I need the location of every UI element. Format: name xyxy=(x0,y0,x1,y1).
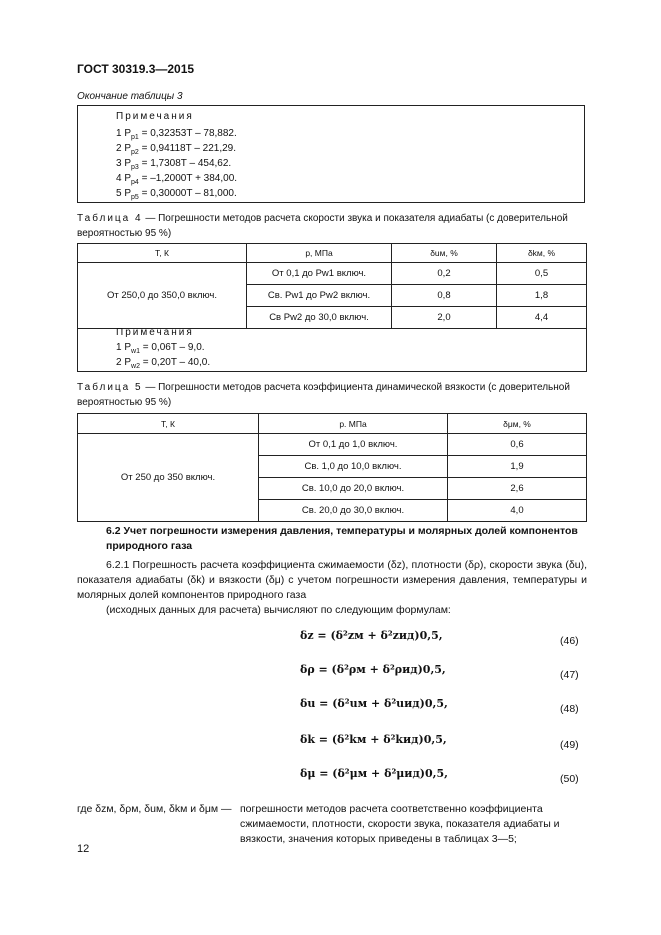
page-number: 12 xyxy=(77,843,90,855)
table-cell: 4,0 xyxy=(448,500,587,522)
table-cell: 1,8 xyxy=(497,285,587,307)
row-label: От 250,0 до 350,0 включ. xyxy=(78,263,247,329)
table4 xyxy=(77,243,587,329)
table-header: δμм, % xyxy=(448,414,587,434)
table-cell: 4,4 xyxy=(497,307,587,329)
formula-48: δu = (δ²uм + δ²uид)0,5, xyxy=(300,697,448,710)
table-header: δuм, % xyxy=(392,244,497,263)
table-header: Т, К xyxy=(78,244,247,263)
table-cell: Св. 1,0 до 10,0 включ. xyxy=(259,456,448,478)
table-cell: От 0,1 до 1,0 включ. xyxy=(259,434,448,456)
table4-caption: Таблица 4 — Погрешности методов расчета скорости звука и показателя адиабаты (с доверительной вероятностью 95 %) xyxy=(77,213,568,239)
formula-50: δμ = (δ²μм + δ²μид)0,5, xyxy=(300,767,448,780)
note-line: 4 $P_{p4} = -1,2000T + 384,00$. xyxy=(116,173,238,186)
equation-number: (49) xyxy=(560,739,579,751)
notes-title: Примечания xyxy=(116,327,194,338)
section-title: 6.2 Учет погрешности измерения давления, температуры и молярных долей компонентов природного газа xyxy=(106,525,578,552)
table-header: р. МПа xyxy=(259,414,448,434)
note-line: 3 $P_{p3} = 1,7308T - 454,62$. xyxy=(116,158,232,171)
note-line: 2 $P_{p2} = 0,94118T - 221,29$. xyxy=(116,143,237,156)
table-cell: Св Pw2 до 30,0 включ. xyxy=(247,307,392,329)
table-cell: Св. 10,0 до 20,0 включ. xyxy=(259,478,448,500)
table-cell: 2,6 xyxy=(448,478,587,500)
note-line: 5 $P_{p5} = 0,30000T - 81,000$. xyxy=(116,188,237,201)
table-cell: Св. Pw1 до Pw2 включ. xyxy=(247,285,392,307)
formula-47: δρ = (δ²ρм + δ²ρид)0,5, xyxy=(300,663,446,676)
table3-notes xyxy=(77,105,585,203)
formula-46: δz = (δ²zм + δ²zид)0,5, xyxy=(300,629,443,642)
table-cell: От 0,1 до Pw1 включ. xyxy=(247,263,392,285)
where-symbols: где δzм, δρм, δuм, δkм и δμм — xyxy=(77,803,232,815)
table-header: Т, К xyxy=(78,414,259,434)
table-cell: Св. 20,0 до 30,0 включ. xyxy=(259,500,448,522)
equation-number: (48) xyxy=(560,703,579,715)
table-header: δkм, % xyxy=(497,244,587,263)
notes-title: Примечания xyxy=(116,111,194,122)
where-description: погрешности методов расчета соответственно коэффициента сжимаемости, плотности, скорости звука, показателя адиабаты и вязкости, значения которых приведены в таблицах 3—5; xyxy=(240,803,560,845)
table-cell: 0,2 xyxy=(392,263,497,285)
table4-notes xyxy=(77,322,587,372)
paragraph: (исходных данных для расчета) вычисляют по следующим формулам: xyxy=(106,604,451,616)
table-cell: 2,0 xyxy=(392,307,497,329)
table-header: р, МПа xyxy=(247,244,392,263)
table5 xyxy=(77,413,587,522)
note-line: 1 $P_{p1} = 0,32353T - 78,882$. xyxy=(116,128,237,141)
table-cell: 0,6 xyxy=(448,434,587,456)
paragraph: 6.2.1 Погрешность расчета коэффициента сжимаемости (δz), плотности (δρ), скорости звука (δu), показателя адиабаты (δk) и вязкости (δμ) с учетом погрешности измерения давления, температуры и молярных долей компонентов природного газа xyxy=(77,559,587,601)
equation-number: (46) xyxy=(560,635,579,647)
row-label: От 250 до 350 включ. xyxy=(78,434,259,522)
equation-number: (47) xyxy=(560,669,579,681)
document-header: ГОСТ 30319.3—2015 xyxy=(77,62,195,76)
table5-caption: Таблица 5 — Погрешности методов расчета коэффициента динамической вязкости (с доверительной вероятностью 95 %) xyxy=(77,382,570,408)
note-line: 2 $P_{w2} = 0,20T - 40,0$. xyxy=(116,357,211,370)
table-cell: 0,8 xyxy=(392,285,497,307)
table-cell: 1,9 xyxy=(448,456,587,478)
note-line: 1 $P_{w1} = 0,06T - 9,0$. xyxy=(116,342,205,355)
equation-number: (50) xyxy=(560,773,579,785)
table3-end-caption: Окончание таблицы 3 xyxy=(77,91,183,102)
formula-49: δk = (δ²kм + δ²kид)0,5, xyxy=(300,733,447,746)
table-cell: 0,5 xyxy=(497,263,587,285)
